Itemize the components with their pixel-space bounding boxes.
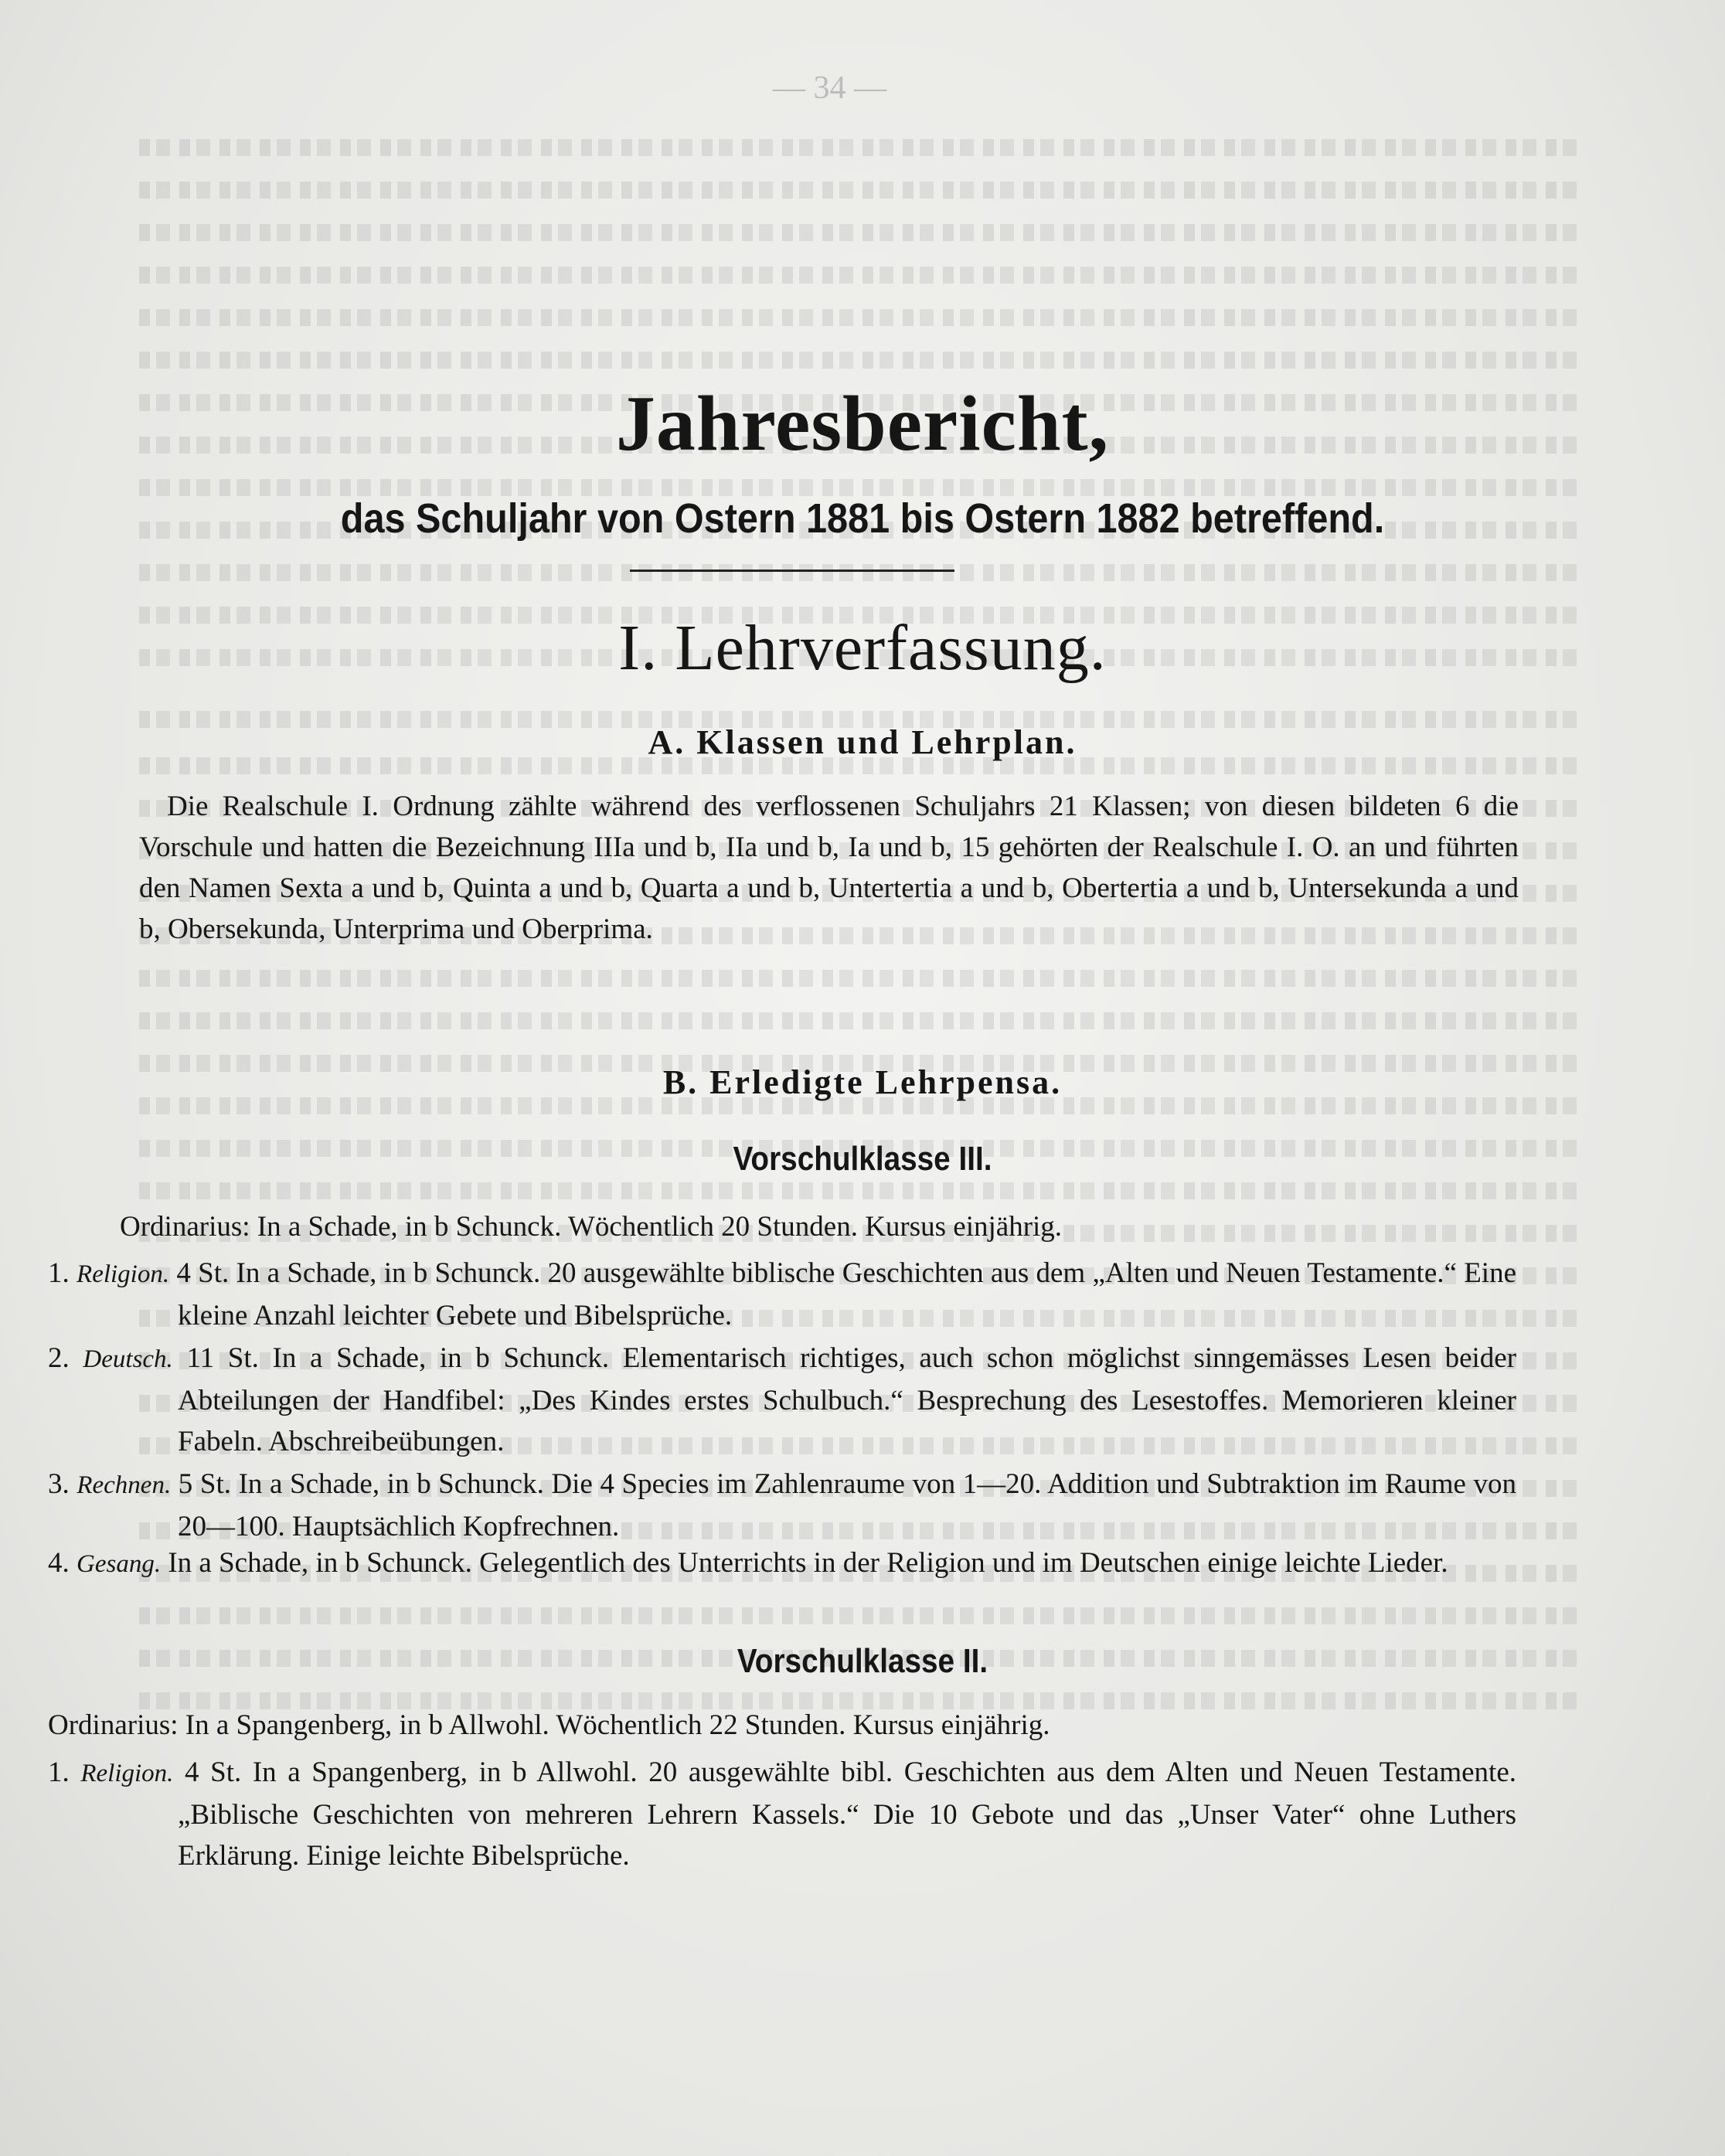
item-text: 11 St. In a Schade, in b Schunck. Elementarisch richtiges, auch schon möglichst sinngemässes Lesen beider Abteilungen der Handfibel: „Des Kindes erstes Schulbuch.“ Besprechung des Lesestoffes. Memorieren kleiner Fabeln. Abschreibeübungen. <box>178 1342 1517 1457</box>
section-heading-lehrverfassung: I. Lehrverfassung. <box>618 612 1107 684</box>
item-number: 1. <box>48 1257 70 1289</box>
title-divider <box>630 570 954 572</box>
page-title: Jahresbericht, <box>615 380 1110 468</box>
section-heading-lehrpensa: B. Erledigte Lehrpensa. <box>662 1063 1063 1101</box>
item-number: 3. <box>48 1468 70 1500</box>
item-number: 1. <box>48 1756 70 1788</box>
list-item <box>48 1253 1516 1336</box>
item-text: 5 St. In a Schade, in b Schunck. Die 4 Species im Zahlenraume von 1—20. Addition und Subtraktion im Raume von 20—100. Hauptsächlich Kopfrechnen. <box>178 1468 1516 1542</box>
item-label: Deutsch. <box>83 1345 173 1373</box>
item-number: 2. <box>48 1342 70 1374</box>
item-label: Gesang. <box>77 1550 162 1578</box>
class-heading-vorschulklasse-iii: Vorschulklasse III. <box>733 1140 992 1178</box>
page-subtitle: das Schuljahr von Ostern 1881 bis Ostern 1882 betreffend. <box>340 495 1385 542</box>
item-text: 4 St. In a Spangenberg, in b Allwohl. 20 ausgewählte bibl. Geschichten aus dem Alten und Neuen Testamente. „Biblische Geschichten von mehreren Lehrern Kassels.“ Die 10 Gebote und das „Unser Vater“ ohne Luthers Erklärung. Einige leichte Bibelsprüche. <box>178 1756 1516 1872</box>
list-item <box>48 1338 1516 1462</box>
item-text: In a Schade, in b Schunck. Gelegentlich des Unterrichts in der Religion und im Deutschen einige leichte Lieder. <box>168 1547 1448 1579</box>
list-item <box>48 1542 1516 1585</box>
list-item <box>48 1464 1516 1547</box>
ordinarius-line-ii: Ordinarius: In a Spangenberg, in b Allwohl. Wöchentlich 22 Stunden. Kursus einjährig. <box>48 1709 1050 1741</box>
item-text: 4 St. In a Schade, in b Schunck. 20 ausgewählte biblische Geschichten aus dem „Alten und Neuen Testamente.“ Eine kleine Anzahl leichter Gebete und Bibelsprüche. <box>176 1257 1517 1331</box>
page-number: — 34 — <box>773 70 886 106</box>
item-number: 4. <box>48 1547 70 1579</box>
ordinarius-line-iii: Ordinarius: In a Schade, in b Schunck. Wöchentlich 20 Stunden. Kursus einjährig. <box>120 1211 1063 1243</box>
list-item <box>48 1752 1516 1876</box>
section-heading-klassen: A. Klassen und Lehrplan. <box>648 723 1077 761</box>
item-label: Rechnen. <box>77 1471 172 1499</box>
class-heading-vorschulklasse-ii: Vorschulklasse II. <box>737 1642 988 1680</box>
paragraph-klassen: Die Realschule I. Ordnung zählte während des verflossenen Schuljahrs 21 Klassen; von diesen bildeten 6 die Vorschule und hatten die Bezeichnung IIIa und b, IIa und b, Ia und b, 15 gehörten der Realschule I. O. an und führten den Namen Sexta a und b, Quinta a und b, Quarta a und b, Untertertia a und b, Obertertia a und b, Untersekunda a und b, Obersekunda, Unterprima und Oberprima. <box>139 791 1519 945</box>
item-label: Religion. <box>77 1260 170 1288</box>
item-label: Religion. <box>80 1760 174 1787</box>
